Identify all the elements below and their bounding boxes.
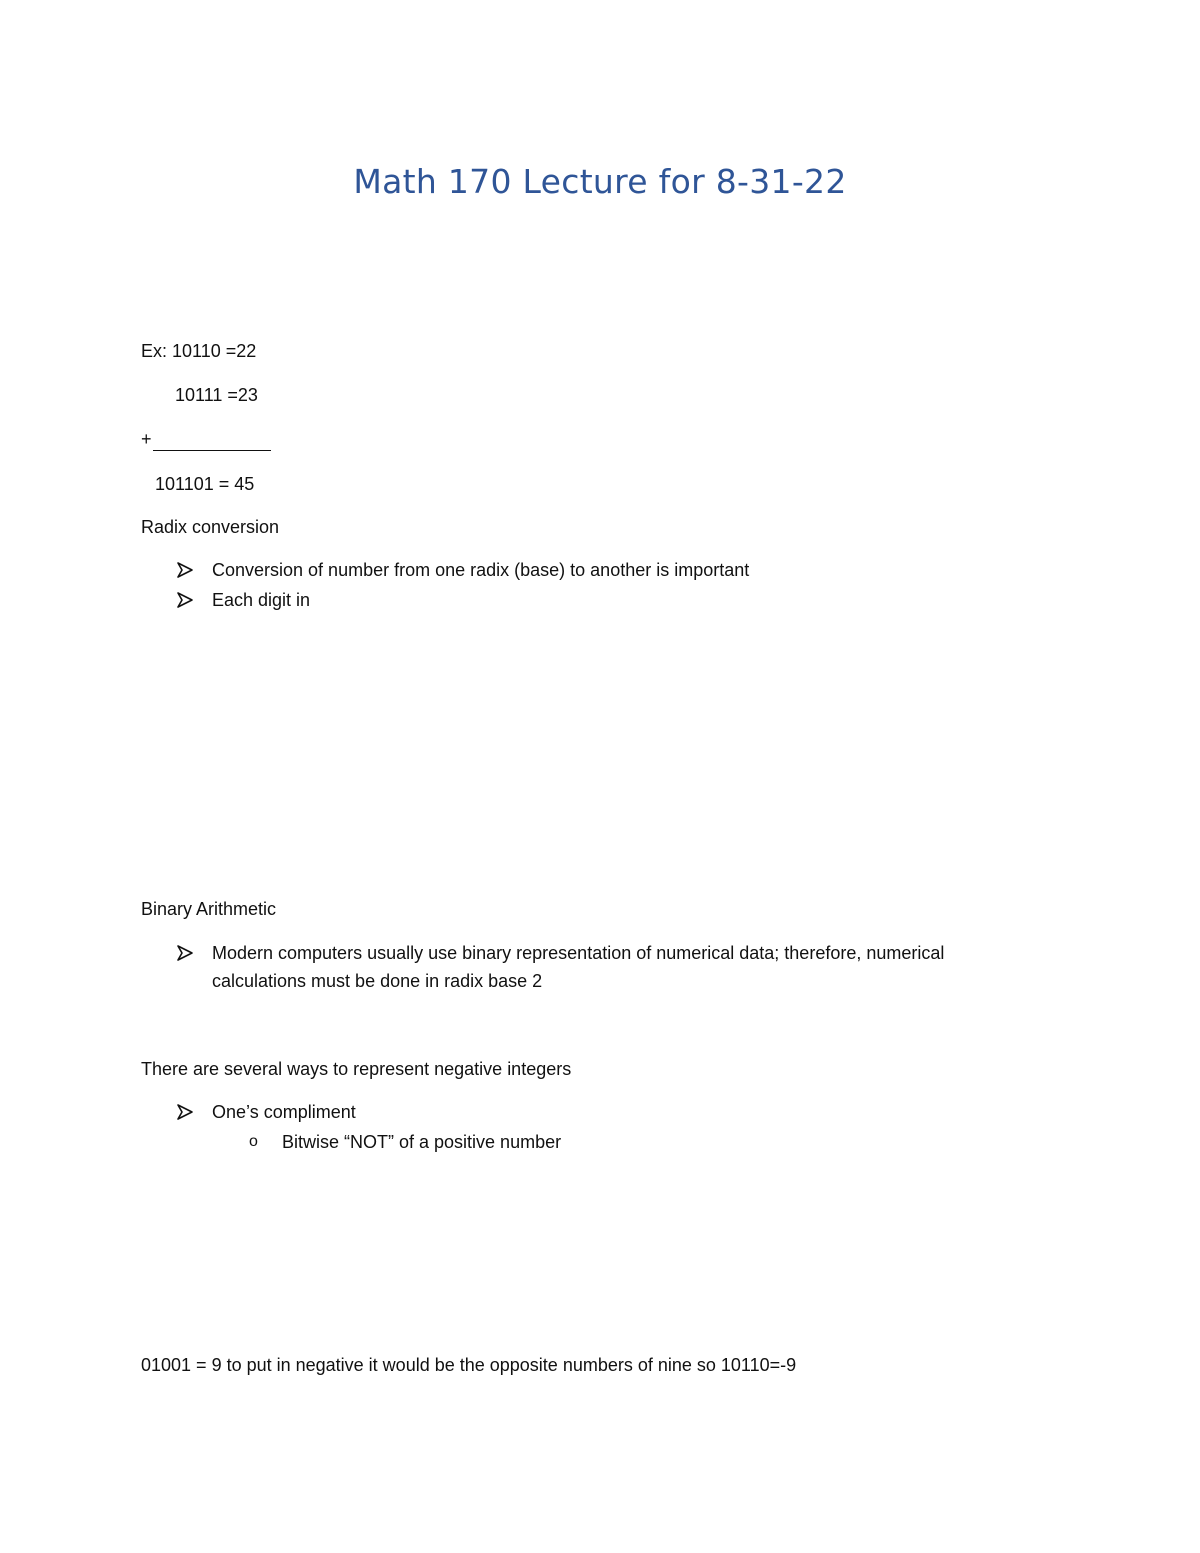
binary-heading: Binary Arithmetic bbox=[141, 899, 277, 919]
arrowhead-bullet-icon bbox=[176, 586, 196, 614]
list-item bbox=[176, 1098, 1076, 1126]
negative-example: 01001 = 9 to put in negative it would be the opposite numbers of nine so 10110=-9 bbox=[141, 1355, 797, 1375]
list-item-text: Each digit in bbox=[212, 590, 311, 610]
list-item-text: Conversion of number from one radix (base) to another is important bbox=[212, 560, 750, 580]
arrowhead-bullet-icon bbox=[176, 1098, 196, 1126]
list-item-text: One’s compliment bbox=[212, 1102, 356, 1122]
arrowhead-bullet-icon bbox=[176, 939, 196, 967]
list-item bbox=[176, 556, 1076, 584]
sub-list-item-text: Bitwise “NOT” of a positive number bbox=[282, 1132, 562, 1152]
list-item-text: Modern computers usually use binary representation of numerical data; therefore, numerical calculations must be done in radix base 2 bbox=[212, 943, 945, 991]
list-item bbox=[176, 939, 1076, 995]
radix-heading: Radix conversion bbox=[141, 517, 280, 537]
example-line-1: Ex: 10110 =22 bbox=[141, 341, 257, 361]
circle-bullet-icon: o bbox=[249, 1133, 258, 1150]
negative-heading: There are several ways to represent negative integers bbox=[141, 1059, 572, 1079]
example-line-2: 10111 =23 bbox=[175, 385, 258, 405]
addition-rule bbox=[153, 450, 271, 451]
example-result: 101101 = 45 bbox=[155, 474, 255, 494]
example-plus-sign: + bbox=[141, 429, 152, 449]
sub-list-item bbox=[249, 1128, 949, 1156]
arrowhead-bullet-icon bbox=[176, 556, 196, 584]
page-title: Math 170 Lecture for 8-31-22 bbox=[353, 162, 847, 201]
list-item bbox=[176, 586, 1076, 614]
